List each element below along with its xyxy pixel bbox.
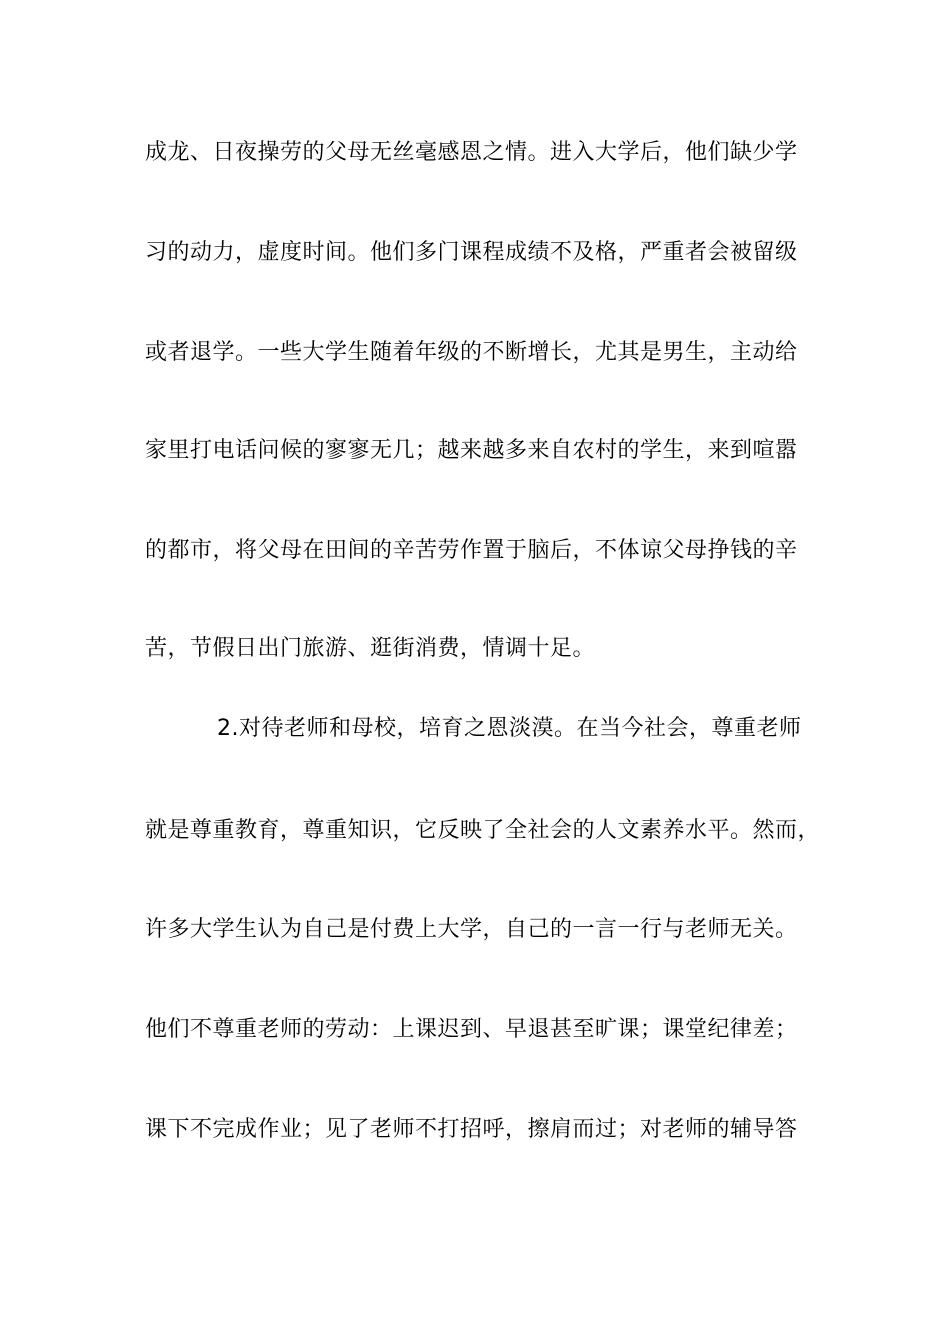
paragraph-line-10: 他们不尊重老师的劳动：上课迟到、早退甚至旷课；课堂纪律差； bbox=[145, 1017, 798, 1042]
paragraph-line-8: 就是尊重教育，尊重知识，它反映了全社会的人文素养水平。然而， bbox=[145, 818, 821, 843]
paragraph-line-9: 许多大学生认为自己是付费上大学，自己的一言一行与老师无关。 bbox=[145, 917, 798, 942]
paragraph-line-1: 成龙、日夜操劳的父母无丝毫感恩之情。进入大学后，他们缺少学 bbox=[145, 140, 798, 165]
paragraph-line-4: 家里打电话问候的寥寥无几；越来越多来自农村的学生，来到喧嚣 bbox=[145, 438, 798, 463]
paragraph-line-2: 习的动力，虚度时间。他们多门课程成绩不及格，严重者会被留级 bbox=[145, 240, 798, 265]
paragraph-line-5: 的都市，将父母在田间的辛苦劳作置于脑后，不体谅父母挣钱的辛 bbox=[145, 538, 798, 563]
paragraph-line-7: 2.对待老师和母校，培育之恩淡漠。在当今社会，尊重老师 bbox=[217, 716, 802, 741]
paragraph-line-11: 课下不完成作业；见了老师不打招呼，擦肩而过；对老师的辅导答 bbox=[145, 1117, 798, 1142]
paragraph-line-3: 或者退学。一些大学生随着年级的不断增长，尤其是男生，主动给 bbox=[145, 340, 798, 365]
paragraph-line-6: 苦，节假日出门旅游、逛街消费，情调十足。 bbox=[145, 636, 596, 661]
